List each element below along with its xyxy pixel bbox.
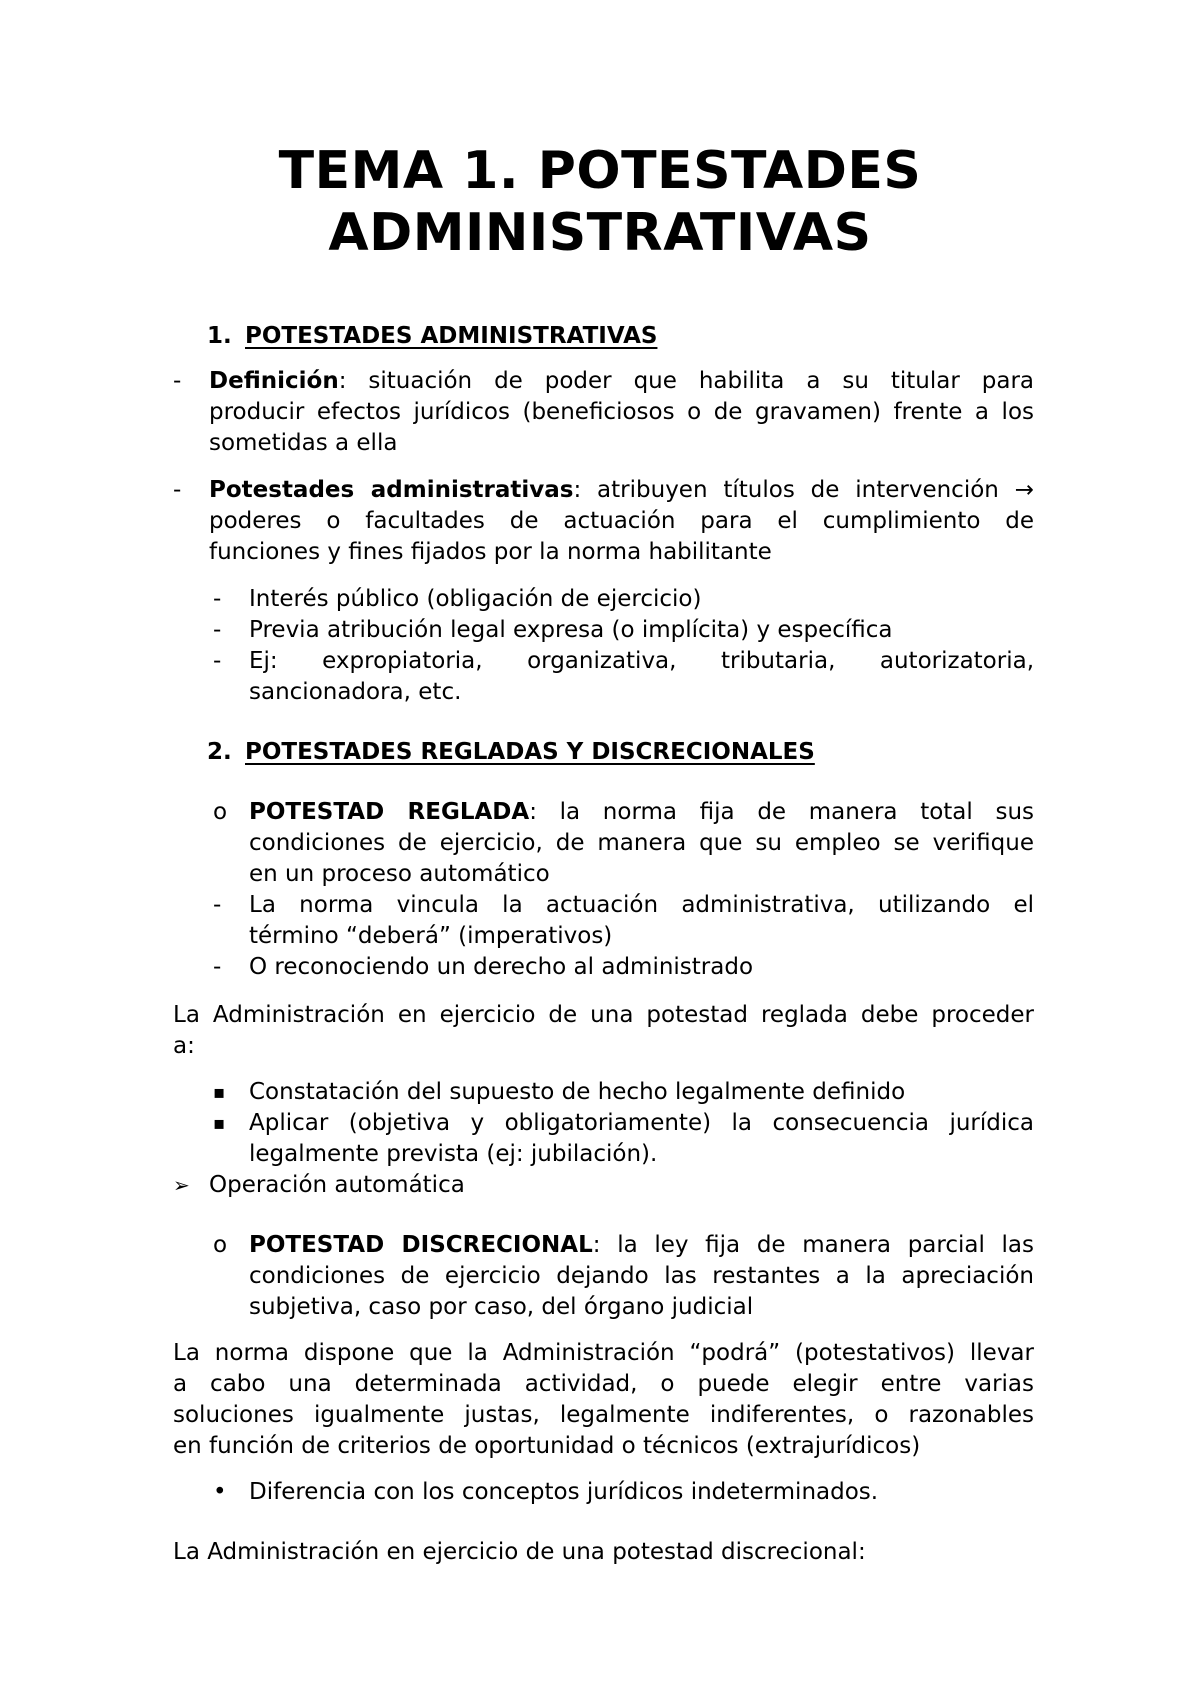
reglada-term: POTESTAD REGLADA <box>249 799 530 825</box>
discrecional-line-2: condiciones de ejercicio dejando las restantes a la apreciación <box>249 1263 1034 1289</box>
paragraph-line: soluciones igualmente justas, legalmente indiferentes, o razonables <box>173 1402 1034 1428</box>
list-item-text: Ej: expropiatoria, organizativa, tributaria, autorizatoria, <box>249 648 1034 674</box>
paragraph-final <box>173 1537 1034 1568</box>
potestades-line-3: funciones y fines fijados por la norma habilitante <box>209 539 772 565</box>
list-item-text: Aplicar (objetiva y obligatoriamente) la consecuencia jurídica <box>249 1110 1034 1136</box>
paragraph-line: en función de criterios de oportunidad o técnicos (extrajurídicos) <box>173 1433 921 1459</box>
round-bullet-icon: • <box>213 1479 227 1505</box>
definicion-line-1 <box>209 366 1034 397</box>
reglada-line-2: condiciones de ejercicio, de manera que su empleo se verifique <box>249 830 1034 856</box>
circle-marker: o <box>213 1232 228 1258</box>
square-bullet-icon: ▪ <box>213 1082 226 1103</box>
title-line-1: TEMA 1. POTESTADES <box>278 141 922 201</box>
dash-marker: - <box>173 477 182 503</box>
discrecional-term: POTESTAD DISCRECIONAL <box>249 1232 593 1258</box>
definicion-line-2: producir efectos jurídicos (beneficiosos o de gravamen) frente a los <box>209 399 1034 425</box>
section-title: POTESTADES REGLADAS Y DISCRECIONALES <box>245 739 815 765</box>
list-item-text: término “deberá” (imperativos) <box>249 923 613 949</box>
arrowhead-bullet-icon: ➢ <box>173 1173 190 1197</box>
dash-marker: - <box>213 617 222 643</box>
potestades-line-2: poderes o facultades de actuación para el cumplimiento de <box>209 508 1034 534</box>
potestades-text-1: : atribuyen títulos de intervención <box>573 477 999 503</box>
document-title <box>0 140 1200 264</box>
section-number: 2. <box>207 739 232 765</box>
list-item-text: Operación automática <box>209 1172 465 1198</box>
paragraph-line: La Administración en ejercicio de una potestad discrecional: <box>173 1539 866 1565</box>
potestades-term: Potestades administrativas <box>209 477 574 503</box>
dash-marker: - <box>213 586 222 612</box>
section-number: 1. <box>207 323 232 349</box>
section-1-heading <box>207 322 657 350</box>
paragraph-line: a cabo una determinada actividad, o puede elegir entre varias <box>173 1371 1034 1397</box>
definicion-term: Definición <box>209 368 339 394</box>
dash-marker: - <box>213 954 222 980</box>
dash-marker: - <box>213 892 222 918</box>
list-item-text: La norma vincula la actuación administrativa, utilizando el <box>249 892 1034 918</box>
paragraph-reglada <box>173 1000 1034 1062</box>
definicion-line-3: sometidas a ella <box>209 430 398 456</box>
list-item-text: Interés público (obligación de ejercicio) <box>249 586 702 612</box>
reglada-text-1: : la norma fija de manera total sus <box>529 799 1035 825</box>
section-title: POTESTADES ADMINISTRATIVAS <box>245 323 658 349</box>
paragraph-line: La norma dispone que la Administración “podrá” (potestativos) llevar <box>173 1340 1034 1366</box>
title-line-2: ADMINISTRATIVAS <box>328 203 872 263</box>
definicion-text-1: : situación de poder que habilita a su titular para <box>338 368 1034 394</box>
reglada-line-1 <box>249 797 1034 828</box>
discrecional-line-3: subjetiva, caso por caso, del órgano judicial <box>249 1294 754 1320</box>
discrecional-text-1: : la ley fija de manera parcial las <box>592 1232 1035 1258</box>
circle-marker: o <box>213 799 228 825</box>
discrecional-line-1 <box>249 1230 1034 1261</box>
dash-marker: - <box>213 648 222 674</box>
right-arrow-icon: → <box>1014 477 1034 503</box>
paragraph-line: a: <box>173 1033 195 1059</box>
dash-marker: - <box>173 368 182 394</box>
potestades-line-1 <box>209 475 1034 506</box>
list-item-text: O reconociendo un derecho al administrado <box>249 954 754 980</box>
square-bullet-icon: ▪ <box>213 1113 226 1134</box>
list-item-text: Previa atribución legal expresa (o implícita) y específica <box>249 617 893 643</box>
list-item-text: sancionadora, etc. <box>249 679 462 705</box>
paragraph-line: La Administración en ejercicio de una potestad reglada debe proceder <box>173 1002 1034 1028</box>
section-2-heading <box>207 738 815 766</box>
paragraph-norma <box>173 1338 1034 1462</box>
reglada-line-3: en un proceso automático <box>249 861 550 887</box>
list-item-text: Diferencia con los conceptos jurídicos indeterminados. <box>249 1479 879 1505</box>
list-item-text: Constatación del supuesto de hecho legalmente definido <box>249 1079 906 1105</box>
list-item-text: legalmente prevista (ej: jubilación). <box>249 1141 658 1167</box>
